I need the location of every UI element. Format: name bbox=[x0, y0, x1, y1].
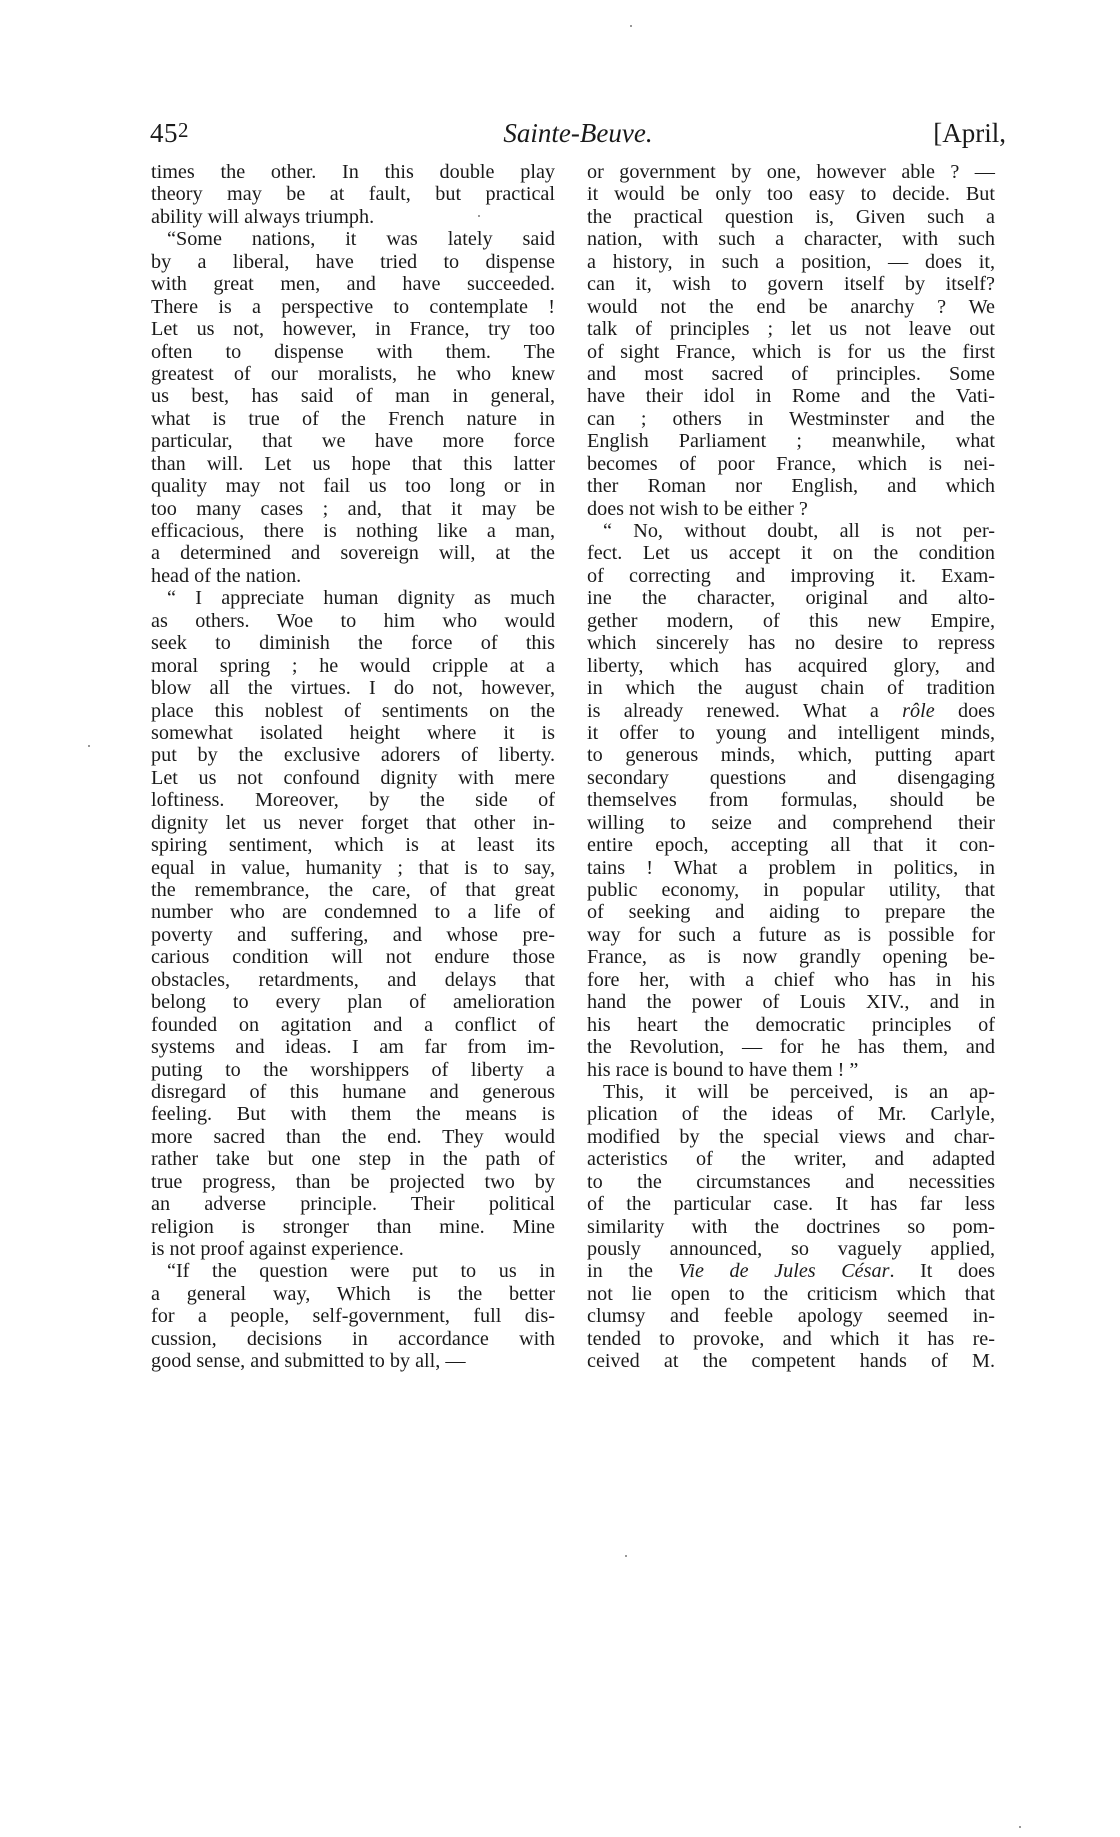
text-line: acteristics of the writer, and adapted bbox=[587, 1148, 995, 1171]
text-line: talk of principles ; let us not leave out bbox=[587, 318, 995, 341]
text-line: puting to the worshippers of liberty a bbox=[151, 1058, 555, 1081]
text-line: of correcting and improving it. Exam- bbox=[587, 564, 995, 587]
text-line: “ I appreciate human dignity as much bbox=[167, 587, 555, 610]
text-line: efficacious, there is nothing like a man, bbox=[151, 520, 555, 542]
text-line: of the particular case. It has far less bbox=[587, 1193, 995, 1216]
text-line: to the circumstances and necessities bbox=[587, 1170, 995, 1193]
text-line: times the other. In this double play bbox=[151, 161, 555, 183]
text-line: to generous minds, which, putting apart bbox=[587, 744, 995, 767]
text-line: loftiness. Moreover, by the side of bbox=[151, 789, 555, 812]
text-line: themselves from formulas, should be bbox=[587, 789, 995, 812]
text-line: way for such a future as is possible for bbox=[587, 923, 995, 946]
text-line: his race is bound to have them ! ” bbox=[587, 1058, 859, 1081]
text-line: in which the august chain of tradition bbox=[587, 677, 995, 700]
text-line: dignity let us never forget that other in- bbox=[151, 811, 555, 834]
scan-speck bbox=[478, 215, 480, 217]
text-line: it would be only too easy to decide. But bbox=[587, 183, 995, 206]
text-line: equal in value, humanity ; that is to say, bbox=[151, 856, 555, 879]
text-line: by a liberal, have tried to dispense bbox=[151, 250, 555, 273]
text-line: not lie open to the criticism which that bbox=[587, 1282, 995, 1305]
italic-title: Vie de Jules César bbox=[678, 1260, 890, 1283]
text-line: would not the end be anarchy ? We bbox=[587, 295, 995, 318]
text-line: is not proof against experience. bbox=[151, 1238, 404, 1260]
italic-title: rôle bbox=[902, 699, 935, 722]
text-line: somewhat isolated height where it is bbox=[151, 721, 555, 744]
left-text-column bbox=[151, 161, 555, 1373]
text-line: There is a perspective to contemplate ! bbox=[151, 295, 555, 318]
right-text-column bbox=[587, 161, 995, 1373]
text-line: too many cases ; and, that it may be bbox=[151, 497, 555, 520]
text-line: founded on agitation and a conflict of bbox=[151, 1013, 555, 1036]
text-line: than will. Let us hope that this latter bbox=[151, 452, 555, 475]
text-line: poverty and suffering, and whose pre- bbox=[151, 923, 555, 946]
text-line: pously announced, so vaguely applied, bbox=[587, 1238, 995, 1260]
text-line: can ; others in Westminster and the bbox=[587, 407, 995, 430]
text-line: us best, has said of man in general, bbox=[151, 385, 555, 408]
text-segment: . It does bbox=[889, 1260, 995, 1283]
text-line: liberty, which has acquired glory, and bbox=[587, 654, 995, 677]
scan-speck bbox=[625, 1555, 627, 1557]
running-date: [April, bbox=[933, 118, 1006, 148]
text-line: and most sacred of principles. Some bbox=[587, 362, 995, 385]
page-number-digits: 45 bbox=[150, 118, 178, 148]
text-line: quality may not fail us too long or in bbox=[151, 475, 555, 498]
text-line: as others. Woe to him who would bbox=[151, 609, 555, 632]
text-line: ability will always triumph. bbox=[151, 205, 375, 228]
scan-speck bbox=[88, 745, 90, 747]
text-segment: in the bbox=[587, 1260, 653, 1283]
text-line: tended to provoke, and which it has re- bbox=[587, 1327, 995, 1350]
text-line: Let us not confound dignity with mere bbox=[151, 766, 555, 789]
text-line: “If the question were put to us in bbox=[167, 1260, 555, 1283]
text-line: religion is stronger than mine. Mine bbox=[151, 1215, 555, 1238]
text-line: true progress, than be projected two by bbox=[151, 1170, 555, 1193]
text-line: ther Roman nor English, and which bbox=[587, 475, 995, 498]
text-line: a history, in such a position, — does it, bbox=[587, 250, 995, 273]
text-line: number who are condemned to a life of bbox=[151, 901, 555, 924]
text-line: for a people, self-government, full dis- bbox=[151, 1305, 555, 1328]
text-line: seek to diminish the force of this bbox=[151, 632, 555, 655]
text-line: disregard of this humane and generous bbox=[151, 1080, 555, 1103]
text-line: public economy, in popular utility, that bbox=[587, 879, 995, 901]
text-line: of seeking and aiding to prepare the bbox=[587, 901, 995, 924]
text-line: hand the power of Louis XIV., and in bbox=[587, 991, 995, 1014]
text-line: fore her, with a chief who has in his bbox=[587, 968, 995, 991]
text-line: obstacles, retardments, and delays that bbox=[151, 968, 555, 991]
text-line: English Parliament ; meanwhile, what bbox=[587, 430, 995, 453]
text-line: head of the nation. bbox=[151, 564, 302, 587]
text-line: “ No, without doubt, all is not per- bbox=[603, 520, 995, 542]
text-line: Let us not, however, in France, try too bbox=[151, 318, 555, 341]
text-segment: does bbox=[934, 699, 996, 722]
text-line: ceived at the competent hands of M. bbox=[587, 1350, 995, 1373]
text-line: rather take but one step in the path of bbox=[151, 1148, 555, 1171]
text-line: moral spring ; he would cripple at a bbox=[151, 654, 555, 677]
text-line: his heart the democratic principles of bbox=[587, 1013, 995, 1036]
text-line: what is true of the French nature in bbox=[151, 407, 555, 430]
text-line: spiring sentiment, which is at least its bbox=[151, 834, 555, 857]
text-line: France, as is now grandly opening be- bbox=[587, 946, 995, 969]
text-line: fect. Let us accept it on the condition bbox=[587, 542, 995, 565]
scan-speck bbox=[1019, 1826, 1021, 1828]
text-line: willing to seize and comprehend their bbox=[587, 811, 995, 834]
text-line: a general way, Which is the better bbox=[151, 1282, 555, 1305]
page-number-last-digit: 2 bbox=[178, 118, 189, 142]
text-line: place this noblest of sentiments on the bbox=[151, 699, 555, 722]
text-line: similarity with the doctrines so pom- bbox=[587, 1215, 995, 1238]
text-line: it offer to young and intelligent minds, bbox=[587, 721, 995, 744]
text-line: put by the exclusive adorers of liberty. bbox=[151, 744, 555, 767]
text-line: feeling. But with them the means is bbox=[151, 1103, 555, 1126]
text-line: more sacred than the end. They would bbox=[151, 1125, 555, 1148]
text-segment: is already renewed. What a bbox=[587, 699, 879, 722]
text-line: nation, with such a character, with such bbox=[587, 228, 995, 251]
text-line: good sense, and submitted to by all, — bbox=[151, 1350, 466, 1373]
text-line: does not wish to be either ? bbox=[587, 497, 808, 520]
text-line: the remembrance, the care, of that great bbox=[151, 879, 555, 901]
text-line: the Revolution, — for he has them, and bbox=[587, 1036, 995, 1059]
text-line: gether modern, of this new Empire, bbox=[587, 609, 995, 632]
text-line: belong to every plan of amelioration bbox=[151, 991, 555, 1014]
text-line: systems and ideas. I am far from im- bbox=[151, 1036, 555, 1059]
text-line: modified by the special views and char- bbox=[587, 1125, 995, 1148]
text-line: cussion, decisions in accordance with bbox=[151, 1327, 555, 1350]
text-line: of sight France, which is for us the first bbox=[587, 340, 995, 363]
text-line: secondary questions and disengaging bbox=[587, 766, 995, 789]
scan-speck bbox=[630, 25, 632, 27]
text-line: blow all the virtues. I do not, however, bbox=[151, 677, 555, 700]
text-line: plication of the ideas of Mr. Carlyle, bbox=[587, 1103, 995, 1126]
page-header bbox=[150, 118, 1006, 158]
text-line: the practical question is, Given such a bbox=[587, 205, 995, 228]
text-line bbox=[587, 1260, 995, 1282]
text-line: This, it will be perceived, is an ap- bbox=[603, 1080, 995, 1103]
text-line: tains ! What a problem in politics, in bbox=[587, 856, 995, 879]
text-line: theory may be at fault, but practical bbox=[151, 183, 555, 206]
text-line: ine the character, original and alto- bbox=[587, 587, 995, 610]
text-line: particular, that we have more force bbox=[151, 430, 555, 453]
text-line: which sincerely has no desire to repress bbox=[587, 632, 995, 655]
text-line: or government by one, however able ? — bbox=[587, 161, 995, 183]
text-line: “Some nations, it was lately said bbox=[167, 228, 555, 251]
text-line: have their idol in Rome and the Vati- bbox=[587, 385, 995, 408]
text-line bbox=[587, 700, 995, 722]
text-line: becomes of poor France, which is nei- bbox=[587, 452, 995, 475]
text-line: can it, wish to govern itself by itself? bbox=[587, 273, 995, 296]
text-line: carious condition will not endure those bbox=[151, 946, 555, 969]
text-line: with great men, and have succeeded. bbox=[151, 273, 555, 296]
text-line: greatest of our moralists, he who knew bbox=[151, 362, 555, 385]
text-line: a determined and sovereign will, at the bbox=[151, 542, 555, 565]
text-line: entire epoch, accepting all that it con- bbox=[587, 834, 995, 857]
text-line: clumsy and feeble apology seemed in- bbox=[587, 1305, 995, 1328]
text-line: an adverse principle. Their political bbox=[151, 1193, 555, 1216]
running-title: Sainte-Beuve. bbox=[503, 118, 653, 148]
text-line: often to dispense with them. The bbox=[151, 340, 555, 363]
